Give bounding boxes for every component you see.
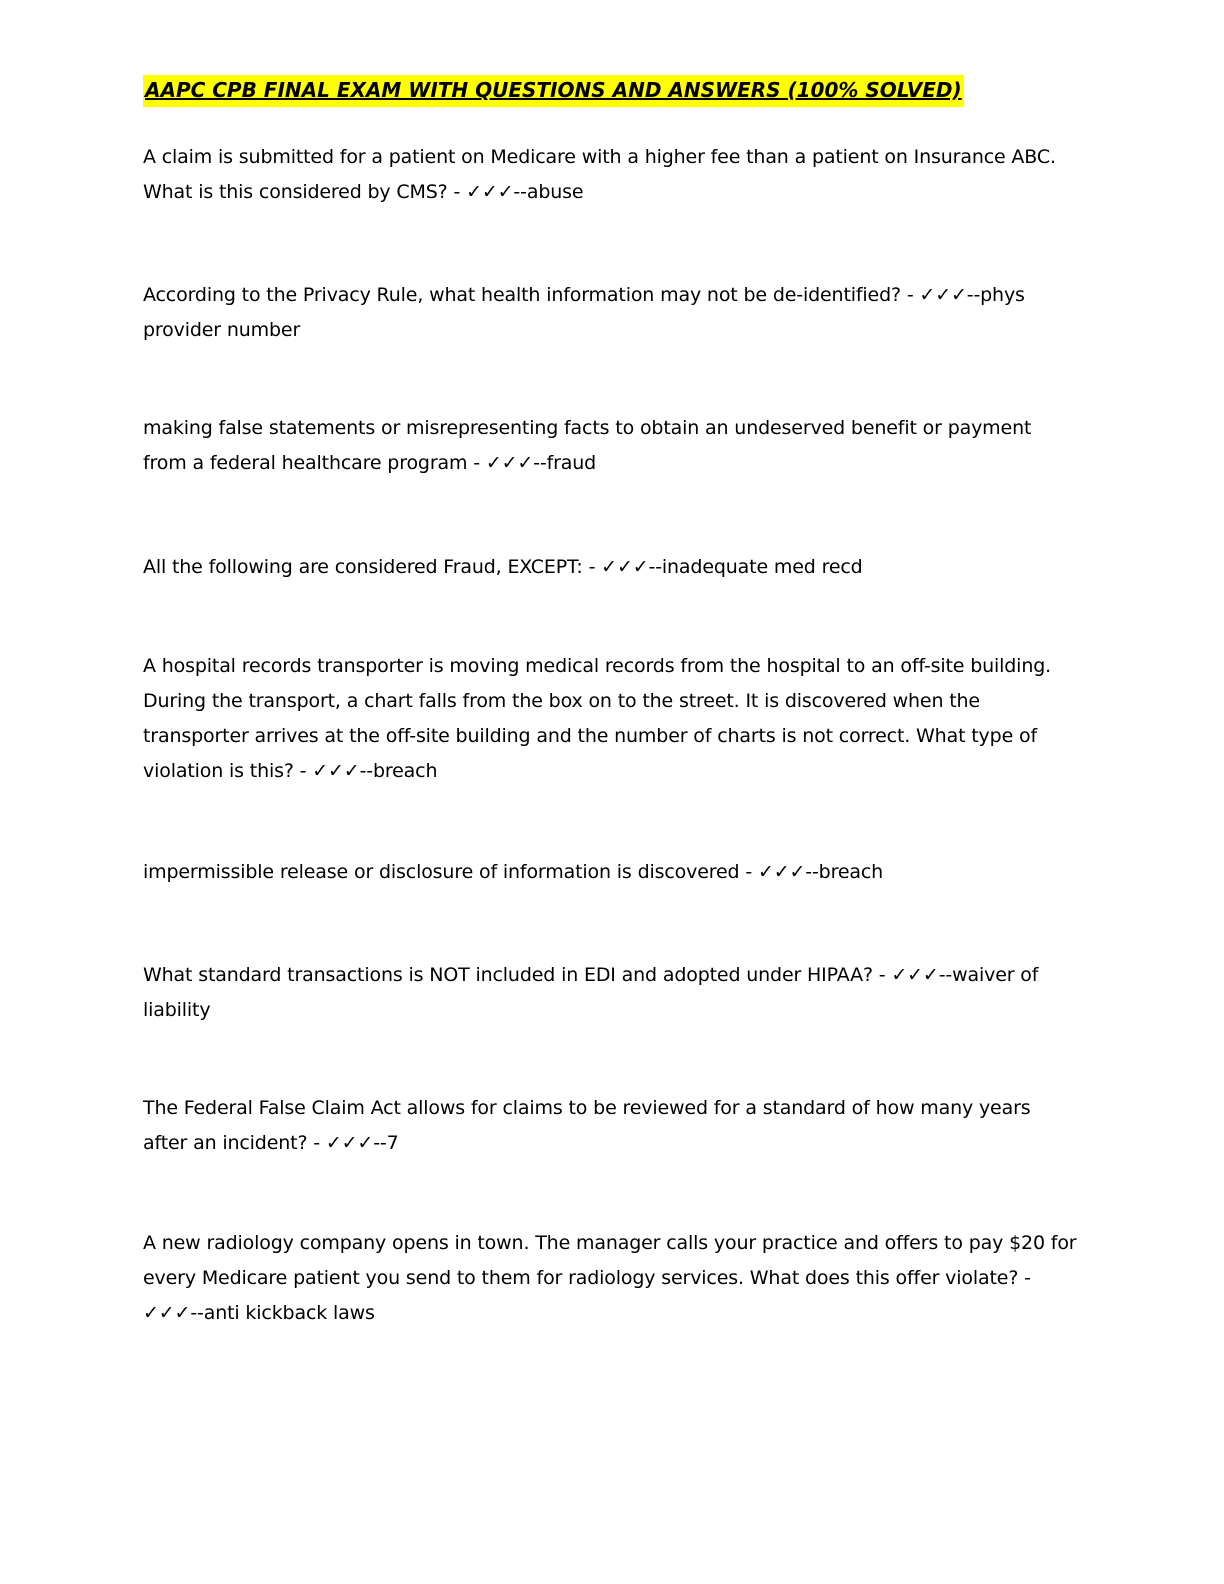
question-text: A claim is submitted for a patient on Medicare with a higher fee than a patient on Insurance ABC. What is this considered by CMS? - xyxy=(143,146,1056,203)
answer-text: --breach xyxy=(805,861,884,883)
question-text: What standard transactions is NOT included in EDI and adopted under HIPAA? - xyxy=(143,964,892,986)
qa-item-3 xyxy=(143,411,1078,481)
answer-text: --anti kickback laws xyxy=(190,1302,375,1324)
question-text: All the following are considered Fraud, EXCEPT: - xyxy=(143,556,602,578)
check-marks: ✓✓✓ xyxy=(601,556,649,578)
check-marks: ✓✓✓ xyxy=(891,964,939,986)
question-text: making false statements or misrepresenting facts to obtain an undeserved benefit or payment from a federal healthcare program - xyxy=(143,417,1032,474)
answer-text: --7 xyxy=(373,1132,399,1154)
check-marks: ✓✓✓ xyxy=(312,760,360,782)
document-title xyxy=(143,72,964,108)
qa-item-9 xyxy=(143,1226,1078,1331)
answer-text: --breach xyxy=(359,760,438,782)
qa-item-2 xyxy=(143,278,1078,348)
answer-text: --fraud xyxy=(533,452,597,474)
answer-text: --waiver of liability xyxy=(143,964,1039,1021)
qa-item-1 xyxy=(143,140,1078,210)
check-marks: ✓✓✓ xyxy=(143,1302,191,1324)
title-highlight: AAPC CPB FINAL EXAM WITH QUESTIONS AND ANSWERS (100% SOLVED) xyxy=(143,75,964,107)
check-marks: ✓✓✓ xyxy=(919,284,967,306)
question-text: A new radiology company opens in town. The manager calls your practice and offers to pay $20 for every Medicare patient you send to them for radiology services. What does this offer violate? - xyxy=(143,1232,1077,1289)
qa-item-8 xyxy=(143,1091,1078,1161)
qa-item-6 xyxy=(143,855,1078,890)
question-text: A hospital records transporter is moving medical records from the hospital to an off-site building. During the transport, a chart falls from the box on to the street. It is discovered when the transporter arrives at the off-site building and the number of charts is not correct. What type of violation is this? - xyxy=(143,655,1052,782)
qa-item-7 xyxy=(143,958,1078,1028)
question-text: According to the Privacy Rule, what health information may not be de-identified? - xyxy=(143,284,920,306)
answer-text: --abuse xyxy=(513,181,584,203)
check-marks: ✓✓✓ xyxy=(485,452,534,474)
qa-item-4 xyxy=(143,550,1078,585)
check-marks: ✓✓✓ xyxy=(466,181,514,203)
check-marks: ✓✓✓ xyxy=(325,1132,374,1154)
answer-text: --phys provider number xyxy=(143,284,1025,341)
qa-item-5 xyxy=(143,649,1078,789)
question-text: The Federal False Claim Act allows for claims to be reviewed for a standard of how many years after an incident? - xyxy=(143,1097,1031,1154)
question-text: impermissible release or disclosure of information is discovered - xyxy=(143,861,758,883)
check-marks: ✓✓✓ xyxy=(757,861,806,883)
answer-text: --inadequate med recd xyxy=(648,556,863,578)
